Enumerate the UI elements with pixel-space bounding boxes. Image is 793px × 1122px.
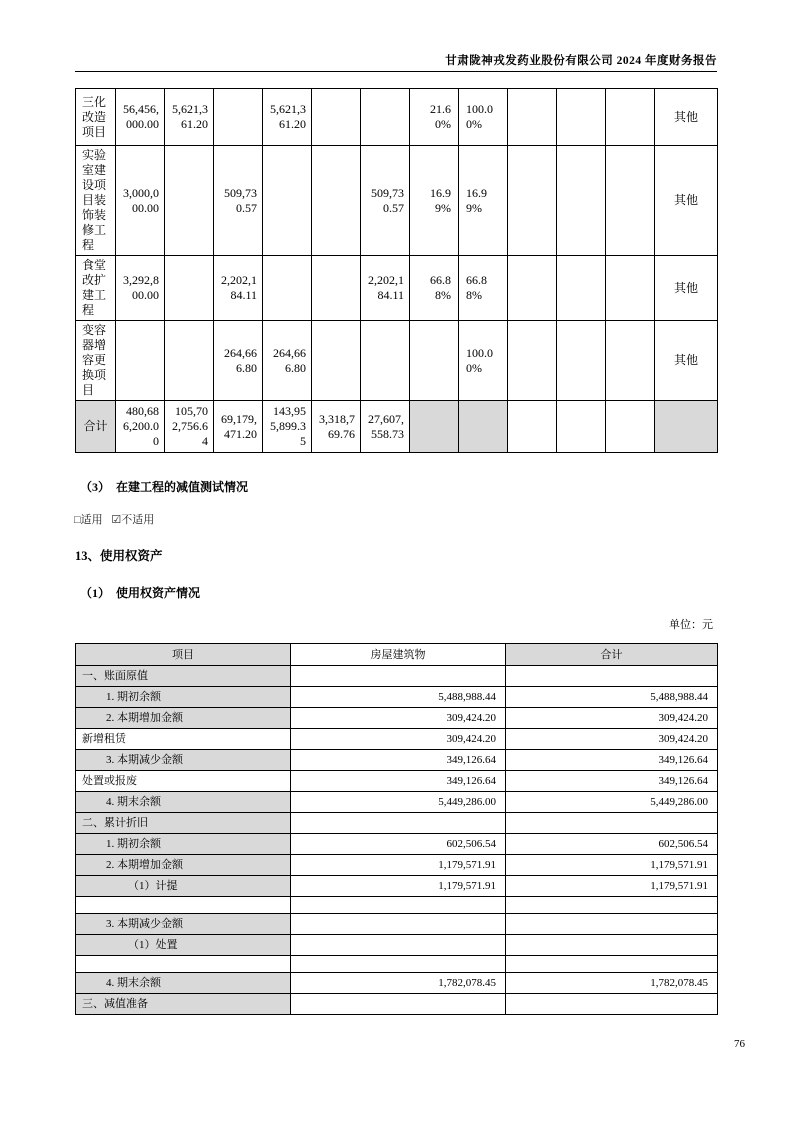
table-cell: 100.00% xyxy=(459,321,508,401)
table-cell xyxy=(557,256,606,321)
row-label-cell: （1）处置 xyxy=(76,935,291,956)
value-cell: 1,179,571.91 xyxy=(506,855,718,876)
value-cell xyxy=(506,914,718,935)
table-row xyxy=(76,994,718,1015)
table-row xyxy=(76,666,718,687)
section-13-heading: 13、使用权资产 xyxy=(75,549,163,563)
table-cell xyxy=(312,256,361,321)
table-row xyxy=(76,750,718,771)
table-cell: 其他 xyxy=(655,256,718,321)
value-cell: 309,424.20 xyxy=(506,729,718,750)
table-row xyxy=(76,973,718,994)
table-row xyxy=(76,897,718,914)
row-label-cell xyxy=(76,956,291,973)
table-cell: 3,292,800.00 xyxy=(116,256,165,321)
total-label-cell: 合计 xyxy=(76,401,116,453)
table-row xyxy=(76,321,718,401)
value-cell: 1,179,571.91 xyxy=(506,876,718,897)
table-row xyxy=(76,813,718,834)
value-cell xyxy=(506,813,718,834)
value-cell: 309,424.20 xyxy=(506,708,718,729)
table-cell: 2,202,184.11 xyxy=(361,256,410,321)
table-row xyxy=(76,256,718,321)
table-cell: 100.00% xyxy=(459,89,508,146)
table-cell xyxy=(116,321,165,401)
table-cell xyxy=(606,321,655,401)
value-cell xyxy=(291,994,506,1015)
column-header: 合计 xyxy=(506,644,718,666)
row-label-cell: 新增租赁 xyxy=(76,729,291,750)
row-label-cell: 1. 期初余额 xyxy=(76,687,291,708)
value-cell: 1,782,078.45 xyxy=(506,973,718,994)
table-cell: 2,202,184.11 xyxy=(214,256,263,321)
table-cell: 509,730.57 xyxy=(361,146,410,256)
table-cell: 264,666.80 xyxy=(263,321,312,401)
checkbox-unchecked-icon: □ xyxy=(74,514,81,526)
table-cell xyxy=(263,256,312,321)
table-cell xyxy=(165,256,214,321)
table-cell xyxy=(361,321,410,401)
table-cell xyxy=(312,146,361,256)
table-cell: 其他 xyxy=(655,321,718,401)
row-label-cell: 处置或报废 xyxy=(76,771,291,792)
table-row xyxy=(76,708,718,729)
value-cell xyxy=(291,666,506,687)
not-applicable-option xyxy=(111,514,154,526)
table-cell xyxy=(557,89,606,146)
value-cell: 5,449,286.00 xyxy=(291,792,506,813)
table-cell: 3,000,000.00 xyxy=(116,146,165,256)
table-cell: 509,730.57 xyxy=(214,146,263,256)
table-cell xyxy=(508,89,557,146)
row-label-cell: 1. 期初余额 xyxy=(76,834,291,855)
value-cell xyxy=(506,956,718,973)
table-cell xyxy=(410,401,459,453)
table-cell: 其他 xyxy=(655,146,718,256)
table-cell xyxy=(655,401,718,453)
total-row xyxy=(76,401,718,453)
table-cell: 66.88% xyxy=(410,256,459,321)
value-cell: 5,449,286.00 xyxy=(506,792,718,813)
table-row xyxy=(76,914,718,935)
row-label-cell: （1）计提 xyxy=(76,876,291,897)
table-row xyxy=(76,956,718,973)
table-cell: 56,456,000.00 xyxy=(116,89,165,146)
table-cell: 16.99% xyxy=(459,146,508,256)
table-cell xyxy=(508,256,557,321)
table-row xyxy=(76,935,718,956)
table-cell xyxy=(312,89,361,146)
value-cell: 349,126.64 xyxy=(291,750,506,771)
table-cell xyxy=(410,321,459,401)
table-row xyxy=(76,792,718,813)
value-cell: 5,488,988.44 xyxy=(506,687,718,708)
table-cell: 143,955,899.35 xyxy=(263,401,312,453)
table-row xyxy=(76,834,718,855)
table-cell xyxy=(263,146,312,256)
table-cell xyxy=(508,146,557,256)
table-cell xyxy=(557,321,606,401)
value-cell xyxy=(506,994,718,1015)
table-cell: 其他 xyxy=(655,89,718,146)
value-cell xyxy=(291,935,506,956)
project-name-cell: 实验室建设项目装饰装修工程 xyxy=(76,146,116,256)
table-cell xyxy=(606,256,655,321)
table-cell xyxy=(557,146,606,256)
value-cell: 602,506.54 xyxy=(291,834,506,855)
table-cell xyxy=(361,89,410,146)
table-cell xyxy=(214,89,263,146)
table-cell: 5,621,361.20 xyxy=(263,89,312,146)
not-applicable-option-label: 不适用 xyxy=(121,514,155,526)
value-cell: 349,126.64 xyxy=(506,750,718,771)
table-cell xyxy=(312,321,361,401)
impairment-section-heading: （3） 在建工程的减值测试情况 xyxy=(80,480,249,494)
applicable-option xyxy=(74,514,103,526)
value-cell: 309,424.20 xyxy=(291,729,506,750)
right-of-use-assets-table xyxy=(75,643,718,1015)
table-cell: 21.60% xyxy=(410,89,459,146)
value-cell: 1,179,571.91 xyxy=(291,876,506,897)
row-label-cell: 4. 期末余额 xyxy=(76,792,291,813)
value-cell: 1,782,078.45 xyxy=(291,973,506,994)
table-cell: 66.88% xyxy=(459,256,508,321)
table-cell xyxy=(508,401,557,453)
table-cell xyxy=(459,401,508,453)
value-cell: 5,488,988.44 xyxy=(291,687,506,708)
table-cell xyxy=(606,401,655,453)
row-label-cell: 3. 本期减少金额 xyxy=(76,914,291,935)
row-label-cell: 2. 本期增加金额 xyxy=(76,855,291,876)
table-row xyxy=(76,146,718,256)
table-cell xyxy=(508,321,557,401)
value-cell xyxy=(291,897,506,914)
checkbox-checked-icon: ☑ xyxy=(111,514,122,526)
table-cell: 480,686,200.00 xyxy=(116,401,165,453)
table-row xyxy=(76,687,718,708)
project-name-cell: 食堂改扩建工程 xyxy=(76,256,116,321)
table-row xyxy=(76,729,718,750)
header-row xyxy=(76,644,718,666)
page-number: 76 xyxy=(734,1038,745,1050)
column-header: 房屋建筑物 xyxy=(291,644,506,666)
value-cell xyxy=(506,666,718,687)
table-cell: 5,621,361.20 xyxy=(165,89,214,146)
value-cell xyxy=(506,935,718,956)
header-rule xyxy=(75,71,717,72)
project-name-cell: 三化改造项目 xyxy=(76,89,116,146)
table-row xyxy=(76,855,718,876)
table-cell: 105,702,756.64 xyxy=(165,401,214,453)
row-label-cell: 2. 本期增加金额 xyxy=(76,708,291,729)
value-cell xyxy=(291,956,506,973)
row-label-cell xyxy=(76,897,291,914)
value-cell: 602,506.54 xyxy=(506,834,718,855)
row-label-cell: 3. 本期减少金额 xyxy=(76,750,291,771)
table-cell xyxy=(606,89,655,146)
report-header-title: 甘肃陇神戎发药业股份有限公司 2024 年度财务报告 xyxy=(445,55,717,67)
table-cell: 264,666.80 xyxy=(214,321,263,401)
applicability-line xyxy=(74,511,160,527)
row-label-cell: 4. 期末余额 xyxy=(76,973,291,994)
value-cell xyxy=(291,914,506,935)
table-cell xyxy=(165,321,214,401)
table-cell xyxy=(606,146,655,256)
table-cell: 27,607,558.73 xyxy=(361,401,410,453)
applicable-option-label: 适用 xyxy=(80,514,103,526)
value-cell xyxy=(291,813,506,834)
table-cell: 3,318,769.76 xyxy=(312,401,361,453)
value-cell xyxy=(506,897,718,914)
column-header: 项目 xyxy=(76,644,291,666)
value-cell: 349,126.64 xyxy=(506,771,718,792)
construction-in-progress-table xyxy=(75,88,718,453)
project-name-cell: 变容器增容更换项目 xyxy=(76,321,116,401)
table-row xyxy=(76,876,718,897)
unit-note: 单位：元 xyxy=(669,619,713,631)
row-label-cell: 三、减值准备 xyxy=(76,994,291,1015)
value-cell: 309,424.20 xyxy=(291,708,506,729)
table-row xyxy=(76,89,718,146)
value-cell: 1,179,571.91 xyxy=(291,855,506,876)
row-label-cell: 一、账面原值 xyxy=(76,666,291,687)
table-cell: 16.99% xyxy=(410,146,459,256)
table-row xyxy=(76,771,718,792)
value-cell: 349,126.64 xyxy=(291,771,506,792)
table-cell xyxy=(557,401,606,453)
section-13-1-heading: （1） 使用权资产情况 xyxy=(80,586,201,600)
table-cell xyxy=(165,146,214,256)
row-label-cell: 二、累计折旧 xyxy=(76,813,291,834)
table-cell: 69,179,471.20 xyxy=(214,401,263,453)
